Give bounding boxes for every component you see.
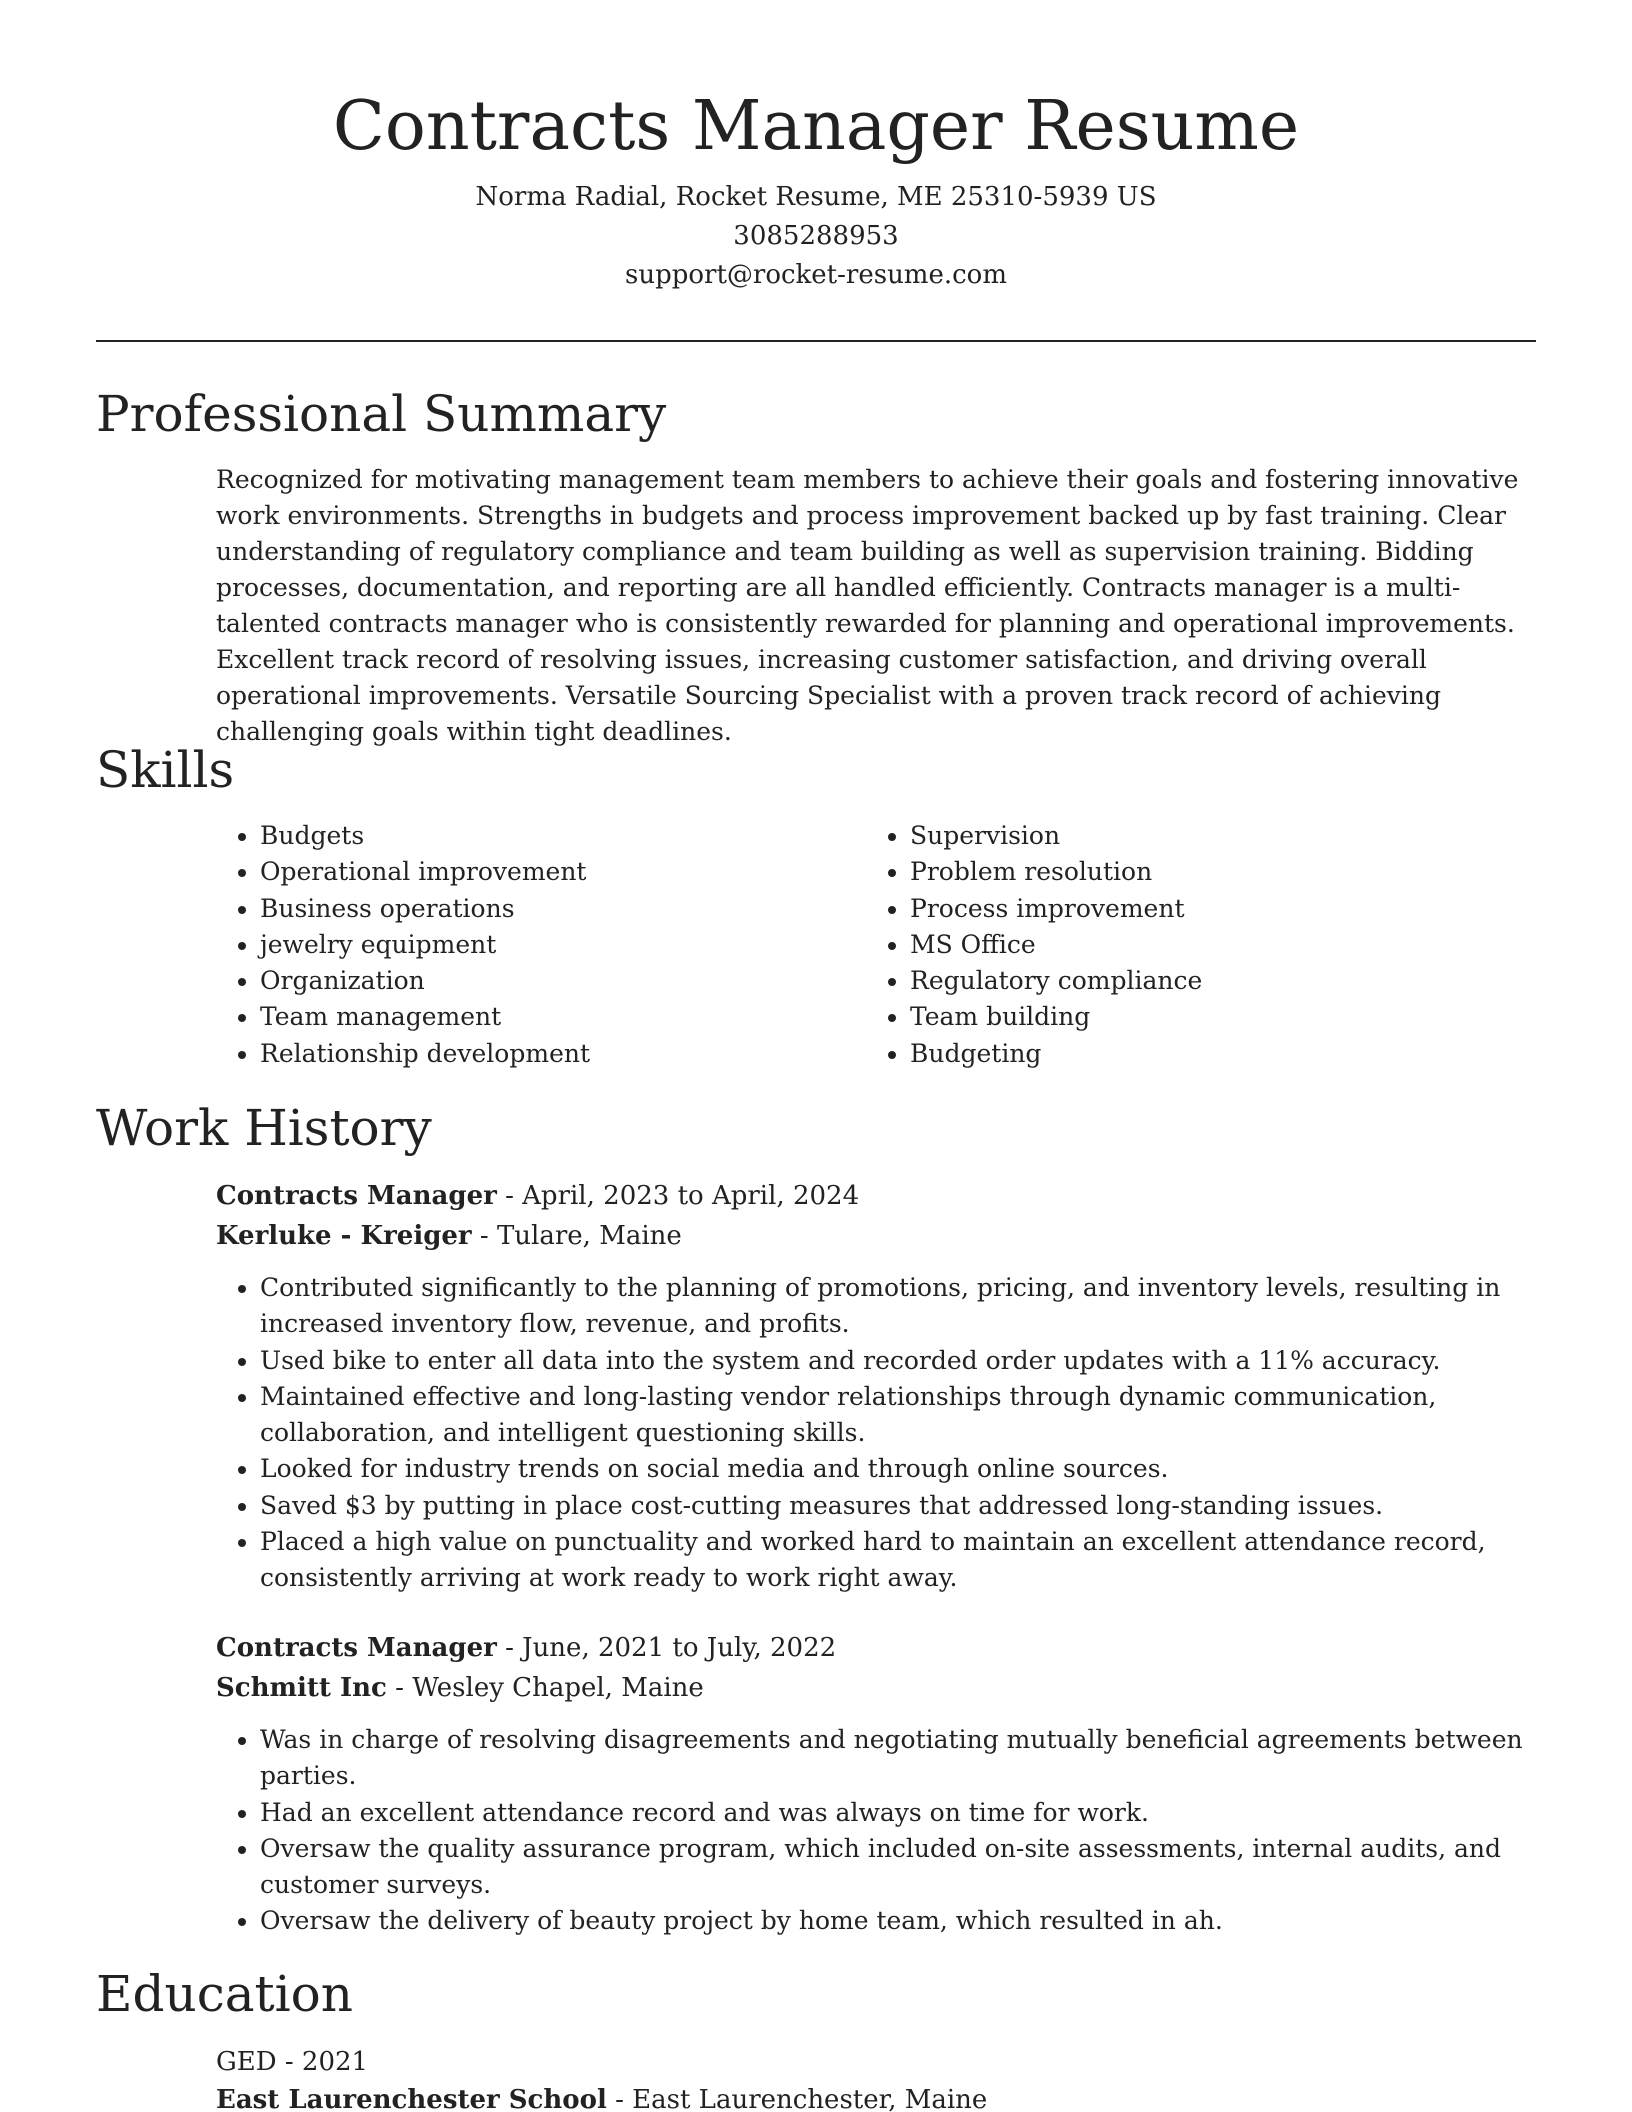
- job-title-line: [216, 1628, 836, 1668]
- skill-item: • jewelry equipment: [260, 927, 860, 963]
- work-history-heading: Work History: [96, 1099, 432, 1157]
- skill-item: • Supervision: [910, 818, 1510, 854]
- skills-list-right: [866, 818, 1510, 1072]
- skill-item: • Regulatory compliance: [910, 963, 1510, 999]
- contact-block: [0, 178, 1632, 295]
- contact-phone: 3085288953: [733, 221, 899, 251]
- job-title-line: [216, 1176, 859, 1216]
- job-bullets: [216, 1722, 1584, 1940]
- job-location: - Tulare, Maine: [471, 1221, 682, 1251]
- job-bullet: • Was in charge of resolving disagreements and negotiating mutually beneficial agreements between parties.: [260, 1722, 1584, 1795]
- job-company-line: [216, 1216, 682, 1256]
- job-title: Contracts Manager: [216, 1633, 497, 1663]
- skills-list-left: [216, 818, 860, 1072]
- skills-heading: Skills: [96, 741, 235, 799]
- skill-item: • Process improvement: [910, 891, 1510, 927]
- job-bullet: • Oversaw the delivery of beauty project by home team, which resulted in ah.: [260, 1903, 1584, 1939]
- skill-item: • MS Office: [910, 927, 1510, 963]
- job-bullet: • Looked for industry trends on social media and through online sources.: [260, 1451, 1584, 1487]
- education-year: - 2021: [276, 2047, 369, 2077]
- skill-item: • Business operations: [260, 891, 860, 927]
- job-bullet: • Saved $3 by putting in place cost-cutting measures that addressed long-standing issues.: [260, 1488, 1584, 1524]
- job-bullet: • Maintained effective and long-lasting vendor relationships through dynamic communication, collaboration, and intelligent questioning skills.: [260, 1379, 1584, 1452]
- contact-email: support@rocket-resume.com: [624, 260, 1007, 290]
- job-bullets: [216, 1270, 1584, 1597]
- job-bullet: • Had an excellent attendance record and was always on time for work.: [260, 1795, 1584, 1831]
- education-school-line: [216, 2080, 987, 2112]
- skill-item: • Relationship development: [260, 1036, 860, 1072]
- contact-address: Norma Radial, Rocket Resume, ME 25310-5939 US: [475, 182, 1157, 212]
- job-bullet: • Oversaw the quality assurance program, which included on-site assessments, internal audits, and customer surveys.: [260, 1831, 1584, 1904]
- job-bullet: • Used bike to enter all data into the system and recorded order updates with a 11% accuracy.: [260, 1343, 1584, 1379]
- skill-item: • Organization: [260, 963, 860, 999]
- job-bullet: • Contributed significantly to the planning of promotions, pricing, and inventory levels, resulting in increased inventory flow, revenue, and profits.: [260, 1270, 1584, 1343]
- job-company: Schmitt Inc: [216, 1673, 387, 1703]
- job-bullet: • Placed a high value on punctuality and worked hard to maintain an excellent attendance record, consistently arriving at work ready to work right away.: [260, 1524, 1584, 1597]
- skill-item: • Budgeting: [910, 1036, 1510, 1072]
- job-company: Kerluke - Kreiger: [216, 1221, 472, 1251]
- education-degree: GED: [216, 2047, 277, 2077]
- education-heading: Education: [96, 1965, 353, 2023]
- job-company-line: [216, 1668, 704, 1708]
- job-dates: - June, 2021 to July, 2022: [496, 1633, 837, 1663]
- summary-heading: Professional Summary: [96, 385, 667, 443]
- education-degree-line: [216, 2042, 368, 2082]
- skill-item: • Operational improvement: [260, 854, 860, 890]
- job-location: - Wesley Chapel, Maine: [386, 1673, 704, 1703]
- summary-text: Recognized for motivating management team members to achieve their goals and fostering innovative work environments. Strengths in budgets and process improvement backed up by fast training. Clear understanding of regulatory compliance and team building as well as supervision training. Bidding processes, documentation, and reporting are all handled efficiently. Contracts manager is a multi-talented contracts manager who is consistently rewarded for planning and operational improvements. Excellent track record of resolving issues, increasing customer satisfaction, and driving overall operational improvements. Versatile Sourcing Specialist with a proven track record of achieving challenging goals within tight deadlines.: [216, 465, 1519, 746]
- job-title: Contracts Manager: [216, 1181, 497, 1211]
- education-location: - East Laurenchester, Maine: [606, 2085, 988, 2112]
- skill-item: • Team management: [260, 999, 860, 1035]
- job-dates: - April, 2023 to April, 2024: [496, 1181, 860, 1211]
- document-title: Contracts Manager Resume: [332, 87, 1300, 166]
- resume-header: [0, 0, 1632, 295]
- skill-item: • Budgets: [260, 818, 860, 854]
- education-school: East Laurenchester School: [216, 2085, 607, 2112]
- skill-item: • Team building: [910, 999, 1510, 1035]
- header-divider: [96, 340, 1536, 342]
- skill-item: • Problem resolution: [910, 854, 1510, 890]
